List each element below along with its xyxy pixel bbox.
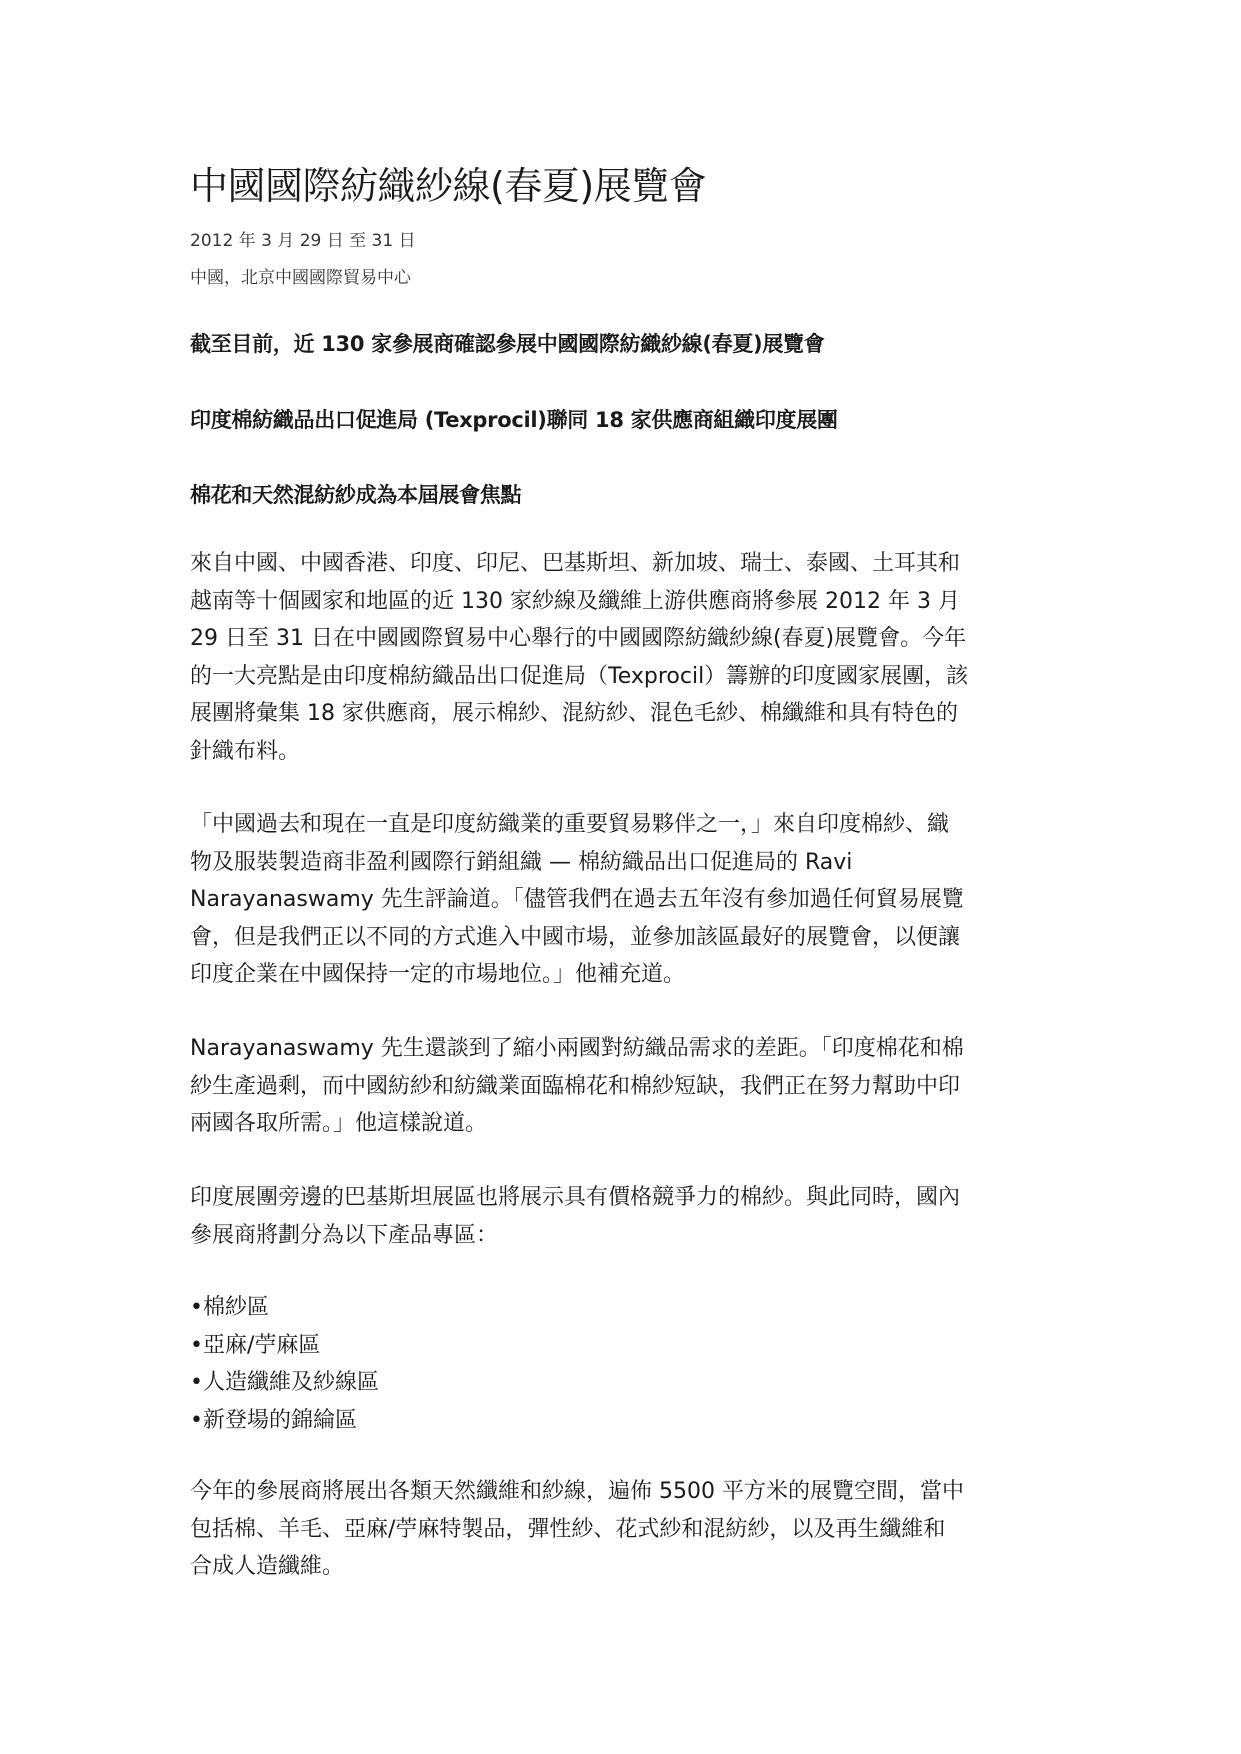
text-line: 「中國過去和現在一直是印度紡織業的重要貿易夥伴之一，」來自印度棉紗、織 xyxy=(190,812,950,837)
text-line: 29 日至 31 日在中國國際貿易中心舉行的中國國際紡織紗線(春夏)展覽會。今年 xyxy=(190,626,967,651)
list-item: •棉紗區 xyxy=(190,1295,269,1320)
text-line: Narayanaswamy 先生評論道。「儘管我們在過去五年沒有參加過任何貿易展覽 xyxy=(190,887,964,912)
list-item: •亞麻/苧麻區 xyxy=(190,1332,321,1358)
text-line: 的一大亮點是由印度棉紡織品出口促進局（Texprocil）籌辦的印度國家展團，該 xyxy=(190,663,969,689)
subheading-exhibitor-count: 截至目前，近 130 家參展商確認參展中國國際紡織紗線(春夏)展覽會 xyxy=(190,332,825,356)
subheading-india-pavilion: 印度棉紡織品出口促進局 (Texprocil)聯同 18 家供應商組織印度展團 xyxy=(190,408,838,432)
text-line: 印度展團旁邊的巴基斯坦展區也將展示具有價格競爭力的棉紗。與此同時，國內 xyxy=(190,1185,961,1210)
text-line: 兩國各取所需。」他這樣說道。 xyxy=(190,1111,488,1136)
text-line: 來自中國、中國香港、印度、印尼、巴基斯坦、新加坡、瑞士、泰國、土耳其和 xyxy=(190,551,961,576)
document-title: 中國國際紡織紗線(春夏)展覽會 xyxy=(190,164,707,208)
list-item: •人造纖維及紗線區 xyxy=(190,1370,379,1395)
list-item: •新登場的錦綸區 xyxy=(190,1407,357,1433)
text-line: 展團將彙集 18 家供應商，展示棉紗、混紡紗、混色毛紗、棉纖維和具有特色的 xyxy=(190,701,958,726)
text-line: 會，但是我們正以不同的方式進入中國市場，並參加該區最好的展覽會，以便讓 xyxy=(190,924,961,950)
text-line: 包括棉、羊毛、亞麻/苧麻特製品，彈性紗、花式紗和混紡紗，以及再生纖維和 xyxy=(190,1516,946,1542)
subheading-focus: 棉花和天然混紡紗成為本屆展會焦點 xyxy=(190,483,522,507)
text-line: 越南等十個國家和地區的近 130 家紗線及纖維上游供應商將參展 2012 年 3 月 xyxy=(190,588,960,614)
text-line: 紗生產過剩，而中國紡紗和紡織業面臨棉花和棉紗短缺，我們正在努力幫助中印 xyxy=(190,1073,961,1099)
text-line: 參展商將劃分為以下產品專區： xyxy=(190,1222,499,1248)
text-line: 今年的參展商將展出各類天然纖維和紗線，遍佈 5500 平方米的展覽空間，當中 xyxy=(190,1479,964,1504)
paragraph-zones-intro xyxy=(190,1179,1050,1254)
paragraph-closing xyxy=(190,1473,1050,1586)
paragraph-intro xyxy=(190,545,1050,770)
text-line: 印度企業在中國保持一定的市場地位。」他補充道。 xyxy=(190,962,686,987)
event-venue: 中國，北京中國國際貿易中心 xyxy=(190,268,411,288)
text-line: 物及服裝製造商非盈利國際行銷組織 — 棉紡織品出口促進局的 Ravi xyxy=(190,849,853,875)
text-line: Narayanaswamy 先生還談到了縮小兩國對紡織品需求的差距。「印度棉花和棉 xyxy=(190,1036,964,1061)
paragraph-quote xyxy=(190,806,1050,994)
text-line: 針織布料。 xyxy=(190,738,301,764)
text-line: 合成人造纖維。 xyxy=(190,1554,345,1579)
zone-list xyxy=(190,1289,1050,1439)
event-date: 2012 年 3 月 29 日 至 31 日 xyxy=(190,231,416,251)
paragraph-demand-gap xyxy=(190,1030,1050,1143)
